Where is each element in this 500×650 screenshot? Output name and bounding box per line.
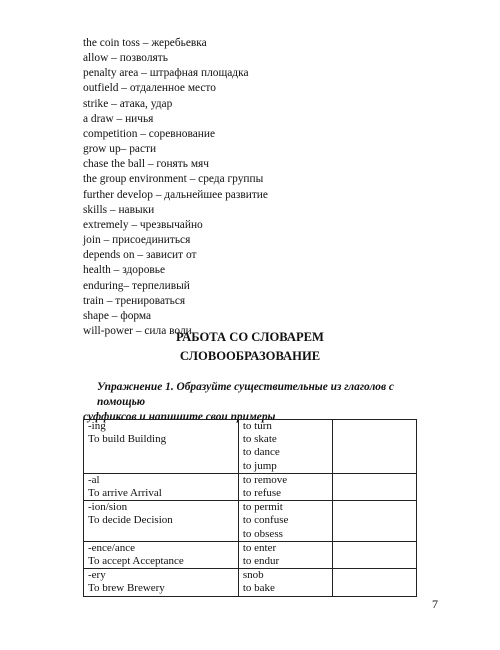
vocabulary-item: the group environment – среда группы (83, 173, 264, 186)
verb-item: to endur (242, 555, 280, 568)
answer-cell (333, 473, 417, 500)
section-title: РАБОТА СО СЛОВАРЕМ (176, 330, 324, 344)
vocabulary-item: strike – атака, удар (83, 97, 173, 110)
vocabulary-item: the coin toss – жеребьевка (83, 37, 207, 49)
suffix-table (83, 419, 417, 597)
verb-item: snob (242, 569, 264, 582)
verb-item: to confuse (242, 514, 289, 527)
example-label: To build Building (88, 433, 167, 446)
verb-item: to obsess (242, 527, 283, 540)
verb-item: to enter (242, 541, 277, 554)
suffix-label: -ion/sion (88, 501, 128, 514)
vocabulary-item: health – здоровье (83, 264, 166, 277)
vocabulary-item: skills – навыки (83, 203, 155, 216)
suffix-label: -ery (88, 569, 106, 582)
answer-cell (333, 501, 417, 542)
vocabulary-item: depends on – зависит от (83, 249, 197, 262)
verb-item: to bake (242, 582, 275, 595)
suffix-cell (84, 420, 239, 474)
example-label: To decide Decision (88, 514, 173, 527)
vocabulary-item: chase the ball – гонять мяч (83, 158, 209, 171)
vocabulary-item: enduring– терпеливый (83, 279, 190, 292)
vocabulary-item: competition – соревнование (83, 127, 216, 140)
vocabulary-item: further develop – дальнейшее развитие (83, 188, 268, 201)
vocabulary-item: grow up– расти (83, 143, 157, 156)
table-row (84, 420, 417, 474)
section-subtitle: СЛОВООБРАЗОВАНИЕ (179, 349, 321, 363)
suffix-label: -al (88, 473, 100, 486)
vocabulary-item: allow – позволять (83, 52, 168, 65)
verb-item: to turn (242, 420, 272, 432)
verb-item: to remove (242, 473, 288, 486)
exercise-line-2: суффиксов и напишите свои примеры (83, 411, 276, 423)
vocabulary-item: a draw – ничья (83, 112, 154, 125)
vocabulary-item: outfield – отдаленное место (83, 82, 216, 95)
table-row (84, 569, 417, 596)
verbs-cell (238, 420, 332, 474)
verb-item: to permit (242, 501, 283, 514)
vocabulary-item: join – присоединиться (83, 234, 191, 247)
vocabulary-item: shape – форма (83, 309, 152, 322)
suffix-cell (84, 473, 239, 500)
vocabulary-item: will-power – сила воли (83, 324, 192, 337)
table-row (84, 501, 417, 542)
suffix-label: -ing (88, 420, 106, 432)
example-label: To brew Brewery (88, 582, 165, 595)
verbs-cell (238, 501, 332, 542)
verbs-cell (238, 569, 332, 596)
suffix-cell (84, 541, 239, 568)
answer-cell (333, 541, 417, 568)
example-label: To accept Acceptance (88, 555, 184, 568)
vocabulary-item: extremely – чрезвычайно (83, 218, 203, 231)
answer-cell (333, 569, 417, 596)
answer-cell (333, 420, 417, 474)
suffix-cell (84, 501, 239, 542)
verbs-cell (238, 541, 332, 568)
exercise-line-1: Упражнение 1. Образуйте существительные из глаголов с помощью (97, 381, 394, 408)
table-row (84, 541, 417, 568)
verb-item: to dance (242, 446, 280, 459)
vocabulary-item: train – тренироваться (83, 294, 186, 307)
verb-item: to refuse (242, 487, 282, 500)
vocabulary-item: penalty area – штрафная площадка (83, 67, 249, 80)
page-number: 7 (432, 597, 438, 611)
example-label: To arrive Arrival (88, 487, 162, 500)
table-row (84, 473, 417, 500)
suffix-label: -ence/ance (88, 541, 136, 554)
verbs-cell (238, 473, 332, 500)
vocabulary-list (83, 36, 423, 339)
verb-item: to jump (242, 459, 277, 472)
verb-item: to skate (242, 433, 277, 446)
suffix-cell (84, 569, 239, 596)
